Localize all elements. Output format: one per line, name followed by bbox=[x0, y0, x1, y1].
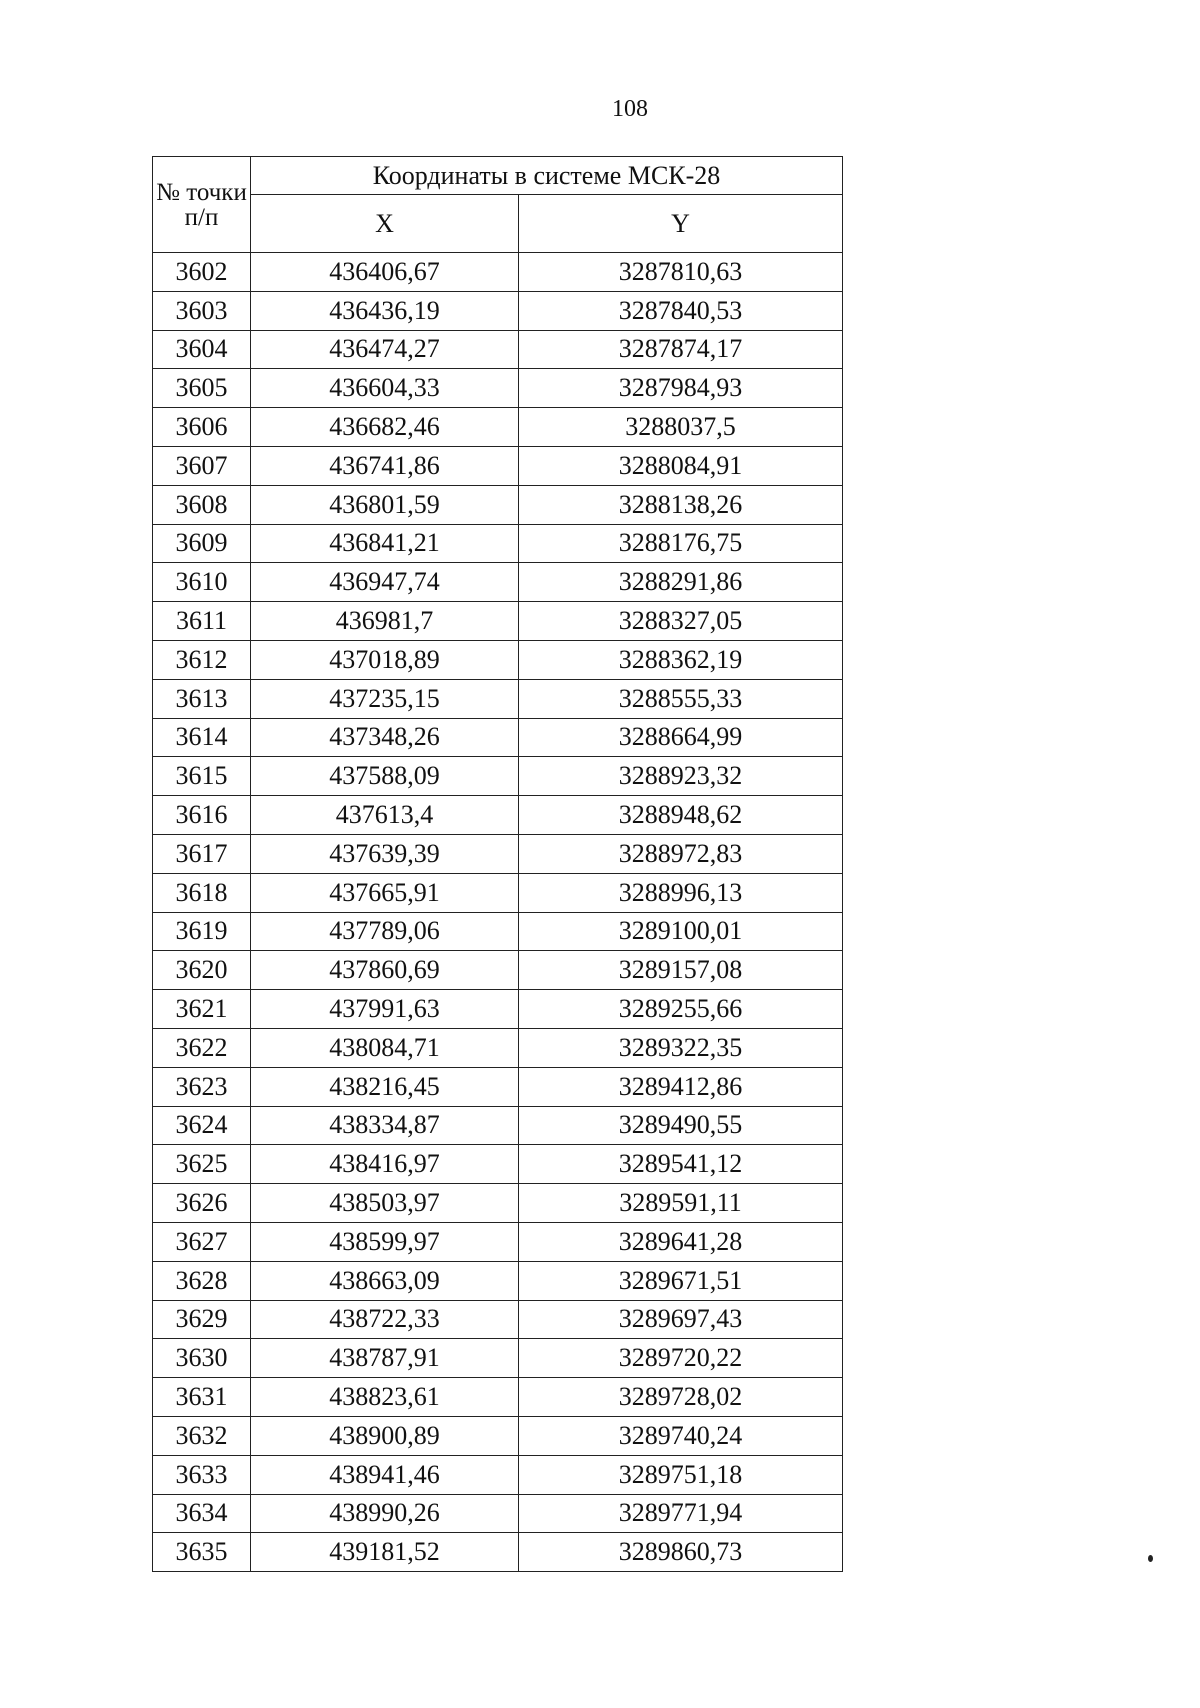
point-number-cell: 3622 bbox=[153, 1028, 251, 1067]
x-coordinate-cell: 439181,52 bbox=[251, 1533, 519, 1572]
table-row bbox=[153, 1222, 843, 1261]
table-row bbox=[153, 951, 843, 990]
y-coordinate-cell: 3287874,17 bbox=[519, 330, 843, 369]
y-coordinate-cell: 3287810,63 bbox=[519, 253, 843, 292]
y-coordinate-cell: 3289728,02 bbox=[519, 1378, 843, 1417]
x-coordinate-cell: 437639,39 bbox=[251, 834, 519, 873]
x-coordinate-cell: 436406,67 bbox=[251, 253, 519, 292]
table-row bbox=[153, 1533, 843, 1572]
point-number-cell: 3619 bbox=[153, 912, 251, 951]
x-coordinate-cell: 438334,87 bbox=[251, 1106, 519, 1145]
x-coordinate-cell: 437588,09 bbox=[251, 757, 519, 796]
point-number-cell: 3623 bbox=[153, 1067, 251, 1106]
y-coordinate-cell: 3289641,28 bbox=[519, 1222, 843, 1261]
x-coordinate-cell: 438787,91 bbox=[251, 1339, 519, 1378]
table-row bbox=[153, 796, 843, 835]
x-coordinate-cell: 438599,97 bbox=[251, 1222, 519, 1261]
table-row bbox=[153, 485, 843, 524]
header-coordinates-group: Координаты в системе МСК-28 bbox=[251, 157, 843, 195]
y-coordinate-cell: 3289157,08 bbox=[519, 951, 843, 990]
x-coordinate-cell: 437665,91 bbox=[251, 873, 519, 912]
table-row bbox=[153, 834, 843, 873]
table-row bbox=[153, 757, 843, 796]
point-number-cell: 3630 bbox=[153, 1339, 251, 1378]
y-coordinate-cell: 3289751,18 bbox=[519, 1455, 843, 1494]
y-coordinate-cell: 3288084,91 bbox=[519, 446, 843, 485]
y-coordinate-cell: 3288664,99 bbox=[519, 718, 843, 757]
y-coordinate-cell: 3288037,5 bbox=[519, 408, 843, 447]
y-coordinate-cell: 3288176,75 bbox=[519, 524, 843, 563]
header-x: X bbox=[251, 195, 519, 253]
point-number-cell: 3606 bbox=[153, 408, 251, 447]
x-coordinate-cell: 437991,63 bbox=[251, 990, 519, 1029]
point-number-cell: 3613 bbox=[153, 679, 251, 718]
scan-speck bbox=[1148, 1555, 1153, 1562]
x-coordinate-cell: 438941,46 bbox=[251, 1455, 519, 1494]
x-coordinate-cell: 438084,71 bbox=[251, 1028, 519, 1067]
table-row bbox=[153, 1339, 843, 1378]
y-coordinate-cell: 3288327,05 bbox=[519, 602, 843, 641]
point-number-cell: 3635 bbox=[153, 1533, 251, 1572]
y-coordinate-cell: 3288948,62 bbox=[519, 796, 843, 835]
table-row bbox=[153, 1261, 843, 1300]
y-coordinate-cell: 3289697,43 bbox=[519, 1300, 843, 1339]
table-row bbox=[153, 912, 843, 951]
point-number-cell: 3624 bbox=[153, 1106, 251, 1145]
y-coordinate-cell: 3289740,24 bbox=[519, 1416, 843, 1455]
table-row bbox=[153, 679, 843, 718]
table-row bbox=[153, 1416, 843, 1455]
x-coordinate-cell: 437860,69 bbox=[251, 951, 519, 990]
point-number-cell: 3610 bbox=[153, 563, 251, 602]
y-coordinate-cell: 3288291,86 bbox=[519, 563, 843, 602]
point-number-cell: 3625 bbox=[153, 1145, 251, 1184]
y-coordinate-cell: 3289671,51 bbox=[519, 1261, 843, 1300]
point-number-cell: 3604 bbox=[153, 330, 251, 369]
point-number-cell: 3614 bbox=[153, 718, 251, 757]
table-row bbox=[153, 1494, 843, 1533]
y-coordinate-cell: 3289860,73 bbox=[519, 1533, 843, 1572]
point-number-cell: 3628 bbox=[153, 1261, 251, 1300]
table-row bbox=[153, 1378, 843, 1417]
table-row bbox=[153, 253, 843, 292]
point-number-cell: 3617 bbox=[153, 834, 251, 873]
point-number-cell: 3632 bbox=[153, 1416, 251, 1455]
x-coordinate-cell: 438823,61 bbox=[251, 1378, 519, 1417]
y-coordinate-cell: 3289591,11 bbox=[519, 1184, 843, 1223]
y-coordinate-cell: 3289322,35 bbox=[519, 1028, 843, 1067]
y-coordinate-cell: 3287840,53 bbox=[519, 291, 843, 330]
coordinates-table bbox=[152, 156, 843, 1572]
x-coordinate-cell: 436801,59 bbox=[251, 485, 519, 524]
y-coordinate-cell: 3288923,32 bbox=[519, 757, 843, 796]
x-coordinate-cell: 438990,26 bbox=[251, 1494, 519, 1533]
table-row bbox=[153, 1300, 843, 1339]
table-row bbox=[153, 1455, 843, 1494]
y-coordinate-cell: 3287984,93 bbox=[519, 369, 843, 408]
point-number-cell: 3612 bbox=[153, 640, 251, 679]
x-coordinate-cell: 436947,74 bbox=[251, 563, 519, 602]
y-coordinate-cell: 3289720,22 bbox=[519, 1339, 843, 1378]
y-coordinate-cell: 3288555,33 bbox=[519, 679, 843, 718]
y-coordinate-cell: 3288972,83 bbox=[519, 834, 843, 873]
point-number-cell: 3618 bbox=[153, 873, 251, 912]
y-coordinate-cell: 3289541,12 bbox=[519, 1145, 843, 1184]
x-coordinate-cell: 436981,7 bbox=[251, 602, 519, 641]
x-coordinate-cell: 438900,89 bbox=[251, 1416, 519, 1455]
header-point-number: № точки п/п bbox=[153, 157, 251, 253]
y-coordinate-cell: 3289255,66 bbox=[519, 990, 843, 1029]
table-row bbox=[153, 873, 843, 912]
point-number-cell: 3629 bbox=[153, 1300, 251, 1339]
table-row bbox=[153, 330, 843, 369]
x-coordinate-cell: 437789,06 bbox=[251, 912, 519, 951]
header-y: Y bbox=[519, 195, 843, 253]
point-number-cell: 3626 bbox=[153, 1184, 251, 1223]
table-row bbox=[153, 1067, 843, 1106]
x-coordinate-cell: 436436,19 bbox=[251, 291, 519, 330]
y-coordinate-cell: 3288138,26 bbox=[519, 485, 843, 524]
point-number-cell: 3609 bbox=[153, 524, 251, 563]
table-row bbox=[153, 408, 843, 447]
point-number-cell: 3603 bbox=[153, 291, 251, 330]
x-coordinate-cell: 436841,21 bbox=[251, 524, 519, 563]
point-number-cell: 3602 bbox=[153, 253, 251, 292]
x-coordinate-cell: 436474,27 bbox=[251, 330, 519, 369]
y-coordinate-cell: 3288362,19 bbox=[519, 640, 843, 679]
table-row bbox=[153, 990, 843, 1029]
x-coordinate-cell: 438663,09 bbox=[251, 1261, 519, 1300]
y-coordinate-cell: 3289100,01 bbox=[519, 912, 843, 951]
x-coordinate-cell: 438416,97 bbox=[251, 1145, 519, 1184]
table-row bbox=[153, 1184, 843, 1223]
point-number-cell: 3633 bbox=[153, 1455, 251, 1494]
point-number-cell: 3631 bbox=[153, 1378, 251, 1417]
y-coordinate-cell: 3288996,13 bbox=[519, 873, 843, 912]
point-number-cell: 3627 bbox=[153, 1222, 251, 1261]
x-coordinate-cell: 437613,4 bbox=[251, 796, 519, 835]
table-body bbox=[153, 253, 843, 1572]
point-number-cell: 3621 bbox=[153, 990, 251, 1029]
y-coordinate-cell: 3289771,94 bbox=[519, 1494, 843, 1533]
point-number-cell: 3605 bbox=[153, 369, 251, 408]
x-coordinate-cell: 437348,26 bbox=[251, 718, 519, 757]
x-coordinate-cell: 438503,97 bbox=[251, 1184, 519, 1223]
point-number-cell: 3620 bbox=[153, 951, 251, 990]
table-row bbox=[153, 602, 843, 641]
point-number-cell: 3616 bbox=[153, 796, 251, 835]
x-coordinate-cell: 436682,46 bbox=[251, 408, 519, 447]
table-row bbox=[153, 640, 843, 679]
x-coordinate-cell: 436604,33 bbox=[251, 369, 519, 408]
page-number: 108 bbox=[612, 96, 648, 122]
x-coordinate-cell: 436741,86 bbox=[251, 446, 519, 485]
x-coordinate-cell: 438722,33 bbox=[251, 1300, 519, 1339]
table-row bbox=[153, 563, 843, 602]
table-row bbox=[153, 524, 843, 563]
table-row bbox=[153, 446, 843, 485]
y-coordinate-cell: 3289412,86 bbox=[519, 1067, 843, 1106]
point-number-cell: 3634 bbox=[153, 1494, 251, 1533]
point-number-cell: 3607 bbox=[153, 446, 251, 485]
table-row bbox=[153, 1028, 843, 1067]
table-row bbox=[153, 1145, 843, 1184]
x-coordinate-cell: 437018,89 bbox=[251, 640, 519, 679]
x-coordinate-cell: 437235,15 bbox=[251, 679, 519, 718]
point-number-cell: 3615 bbox=[153, 757, 251, 796]
table-row bbox=[153, 291, 843, 330]
table-row bbox=[153, 1106, 843, 1145]
point-number-cell: 3608 bbox=[153, 485, 251, 524]
y-coordinate-cell: 3289490,55 bbox=[519, 1106, 843, 1145]
point-number-cell: 3611 bbox=[153, 602, 251, 641]
table-row bbox=[153, 718, 843, 757]
x-coordinate-cell: 438216,45 bbox=[251, 1067, 519, 1106]
table-row bbox=[153, 369, 843, 408]
